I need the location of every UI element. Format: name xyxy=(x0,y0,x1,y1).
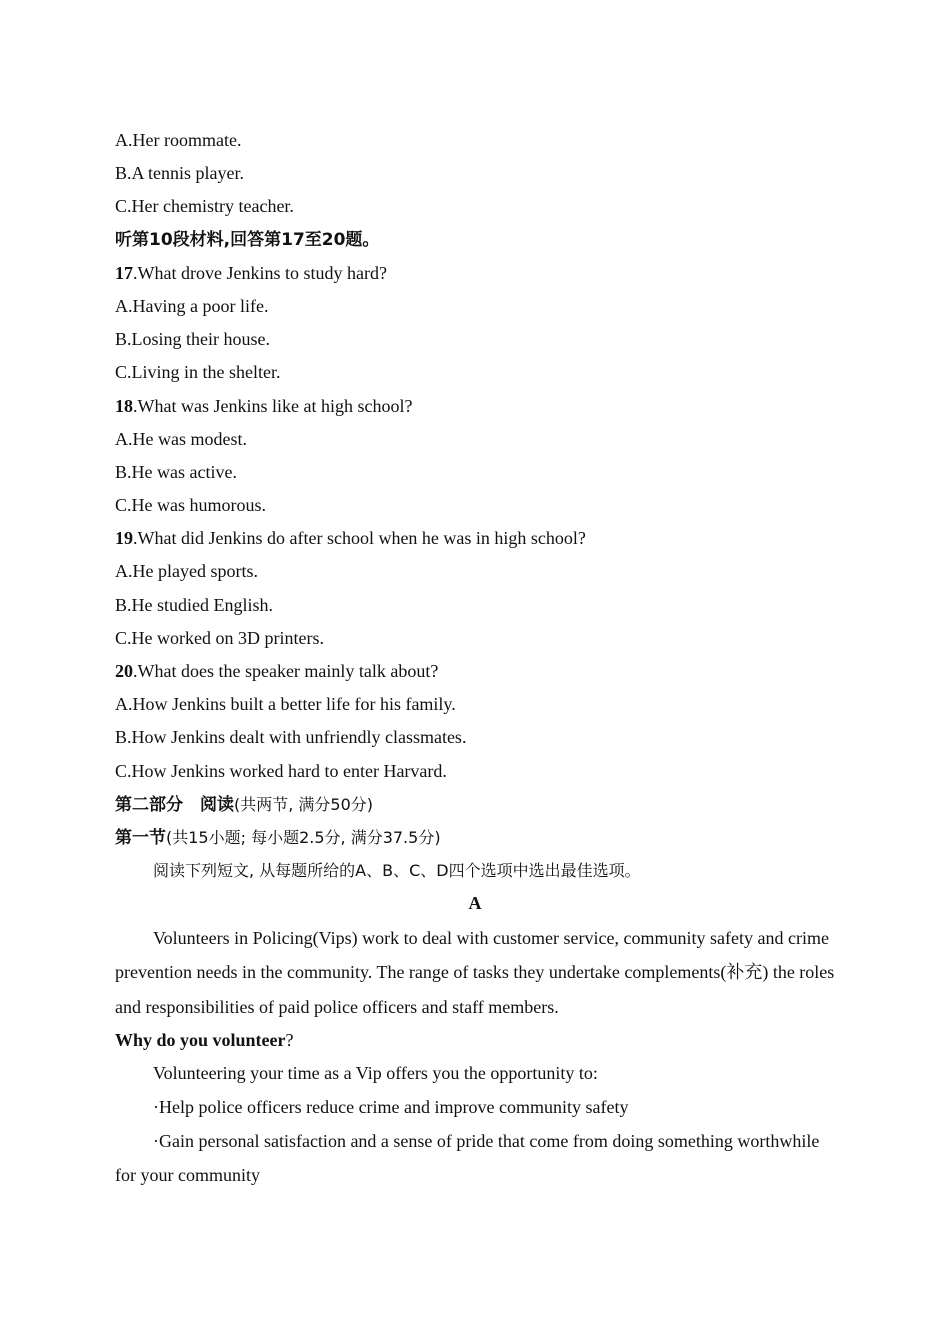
reading-directions: 阅读下列短文, 从每题所给的A、B、C、D四个选项中选出最佳选项。 xyxy=(153,861,641,881)
section-title-bold: 第一节 xyxy=(115,827,166,848)
option-18a: A.He was modest. xyxy=(115,428,247,449)
subheading-text: Why do you volunteer xyxy=(115,1030,286,1051)
question-number: 18 xyxy=(115,395,133,416)
option-16a: A.Her roommate. xyxy=(115,130,242,150)
part-title-bold: 第二部分 阅读 xyxy=(115,794,234,815)
question-19 xyxy=(115,522,835,555)
question-stem: .What was Jenkins like at high school? xyxy=(133,395,413,416)
option-18c: C.He was humorous. xyxy=(115,495,266,516)
option-20c: C.How Jenkins worked hard to enter Harvard. xyxy=(115,760,447,781)
passage-paragraph-1: Volunteers in Policing(Vips) work to deal with customer service, community safety and crime prevention needs in the community. The range of tasks they undertake complements(补充) the roles and responsibilities of paid police officers and staff members. xyxy=(115,927,835,1017)
bullet-item-2: ·Gain personal satisfaction and a sense of pride that come from doing something worthwhile for your community xyxy=(115,1130,820,1186)
question-number: 19 xyxy=(115,528,133,549)
option-20b: B.How Jenkins dealt with unfriendly classmates. xyxy=(115,727,467,748)
subheading-mark: ? xyxy=(285,1030,294,1051)
subheading xyxy=(115,1024,835,1057)
option-20a: A.How Jenkins built a better life for his family. xyxy=(115,694,456,715)
document-page xyxy=(115,124,835,1193)
option-19b: B.He studied English. xyxy=(115,594,273,615)
option-18b: B.He was active. xyxy=(115,461,237,482)
question-stem: .What drove Jenkins to study hard? xyxy=(133,262,387,283)
passage-paragraph-2: Volunteering your time as a Vip offers you the opportunity to: xyxy=(153,1063,598,1084)
question-18 xyxy=(115,390,835,423)
option-17a: A.Having a poor life. xyxy=(115,295,269,316)
option-16b: B.A tennis player. xyxy=(115,163,244,184)
section-one-title xyxy=(115,821,835,854)
question-number: 17 xyxy=(115,262,133,283)
question-17 xyxy=(115,257,835,290)
part-title-rest: (共两节, 满分50分) xyxy=(234,794,374,814)
passage-label: A xyxy=(468,893,482,914)
question-stem: .What does the speaker mainly talk about? xyxy=(133,661,439,681)
option-19c: C.He worked on 3D printers. xyxy=(115,627,324,648)
option-17c: C.Living in the shelter. xyxy=(115,362,281,383)
part-two-title xyxy=(115,788,835,821)
question-stem: .What did Jenkins do after school when he was in high school? xyxy=(133,528,586,549)
section-title-rest: (共15小题; 每小题2.5分, 满分37.5分) xyxy=(166,827,441,847)
option-19a: A.He played sports. xyxy=(115,561,258,582)
option-17b: B.Losing their house. xyxy=(115,329,270,350)
question-number: 20 xyxy=(115,661,133,681)
listening-instruction: 听第10段材料,回答第17至20题。 xyxy=(115,229,380,250)
bullet-item-1: ·Help police officers reduce crime and improve community safety xyxy=(153,1096,629,1117)
question-20 xyxy=(115,655,835,688)
option-16c: C.Her chemistry teacher. xyxy=(115,196,294,217)
